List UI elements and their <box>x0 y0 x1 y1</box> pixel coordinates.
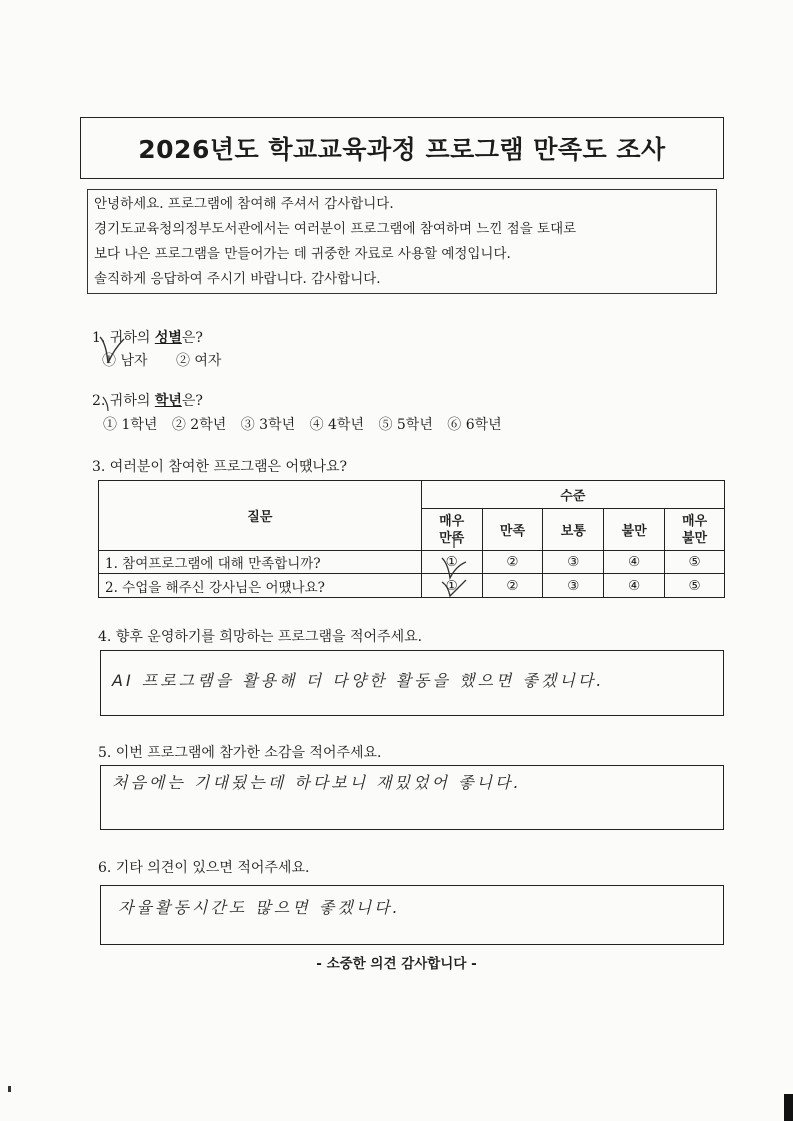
choice-cell[interactable]: ④ <box>604 574 665 598</box>
scan-speck <box>8 1086 11 1092</box>
satisfaction-table <box>98 480 725 598</box>
choice-cell[interactable]: ① <box>421 551 482 574</box>
option-grade-5[interactable]: ⑤ 5학년 <box>378 417 433 433</box>
row-question: 2. 수업을 해주신 강사님은 어떘나요? <box>99 574 422 598</box>
level-header: 수준 <box>421 481 724 509</box>
scan-edge-mark <box>784 1094 793 1121</box>
level-satisfied: 만족 <box>482 509 543 551</box>
survey-title: 2026년도 학교교육과정 프로그램 만족도 조사 <box>80 117 724 179</box>
option-grade-2[interactable]: ② 2학년 <box>171 417 227 433</box>
choice-cell[interactable]: ② <box>482 574 543 598</box>
choice-cell[interactable]: ⑤ <box>665 551 725 574</box>
option-grade-3[interactable]: ③ 3학년 <box>240 417 296 433</box>
question-1 <box>92 327 203 347</box>
table-row <box>99 551 725 574</box>
question-1-options <box>102 350 231 370</box>
option-grade-6[interactable]: ⑥ 6학년 <box>447 417 502 433</box>
choice-cell[interactable]: ④ <box>604 551 665 574</box>
question-2-suffix: 은? <box>181 393 203 409</box>
row-question: 1. 참여프로그램에 대해 만족합니까? <box>99 551 422 574</box>
question-1-suffix: 은? <box>181 330 203 346</box>
handwritten-answer-5: 처음에는 기대됬는데 하다보니 재밌었어 좋니다. <box>112 773 522 792</box>
option-grade-4[interactable]: ④ 4학년 <box>309 417 364 433</box>
choice-cell[interactable]: ⑤ <box>665 574 725 598</box>
level-very-satisfied: 매우 만족 <box>421 509 482 551</box>
choice-cell[interactable]: ③ <box>543 551 604 574</box>
question-2-options <box>103 414 512 434</box>
question-2-prefix: 2. 귀하의 <box>92 393 155 409</box>
question-2 <box>92 390 203 410</box>
question-4-label: 4. 향후 운영하기를 희망하는 프로그램을 적어주세요. <box>98 629 423 645</box>
intro-line: 보다 나은 프로그램을 만들어가는 데 귀중한 자료로 사용할 예정입니다. <box>94 246 511 262</box>
question-2-keyword: 학년 <box>154 393 182 409</box>
intro-line: 솔직하게 응답하여 주시기 바랍니다. 감사합니다. <box>94 271 381 287</box>
intro-line: 안녕하세요. 프로그램에 참여해 주셔서 감사합니다. <box>94 196 394 212</box>
intro-box <box>87 189 717 294</box>
question-header: 질문 <box>99 481 422 551</box>
footer-thanks: - 소중한 의견 감사합니다 - <box>316 956 477 972</box>
question-1-prefix: 1. 귀하의 <box>92 330 155 346</box>
level-neutral: 보통 <box>543 509 604 551</box>
intro-line: 경기도교육청의정부도서관에서는 여러분이 프로그램에 참여하며 느낀 점을 토대로 <box>94 221 577 237</box>
level-dissatisfied: 불만 <box>604 509 665 551</box>
question-1-keyword: 성별 <box>154 330 182 346</box>
question-5-label: 5. 이번 프로그램에 참가한 소감을 적어주세요. <box>98 745 382 761</box>
choice-cell[interactable]: ① <box>421 574 482 598</box>
handwritten-answer-6: 자율활동시간도 많으면 좋겠니다. <box>118 898 401 917</box>
question-3-label: 3. 여러분이 참여한 프로그램은 어떘나요? <box>92 459 348 475</box>
table-row <box>99 574 725 598</box>
option-male[interactable]: ① 남자 <box>102 353 148 369</box>
option-grade-1[interactable]: ① 1학년 <box>103 417 158 433</box>
handwritten-answer-4: AI 프로그램을 활용해 더 다양한 활동을 했으면 좋겠니다. <box>112 671 605 690</box>
level-very-dissatisfied: 매우 불만 <box>665 509 725 551</box>
option-female[interactable]: ② 여자 <box>175 353 222 369</box>
question-6-label: 6. 기타 의견이 있으면 적어주세요. <box>98 860 310 876</box>
choice-cell[interactable]: ② <box>482 551 543 574</box>
choice-cell[interactable]: ③ <box>543 574 604 598</box>
